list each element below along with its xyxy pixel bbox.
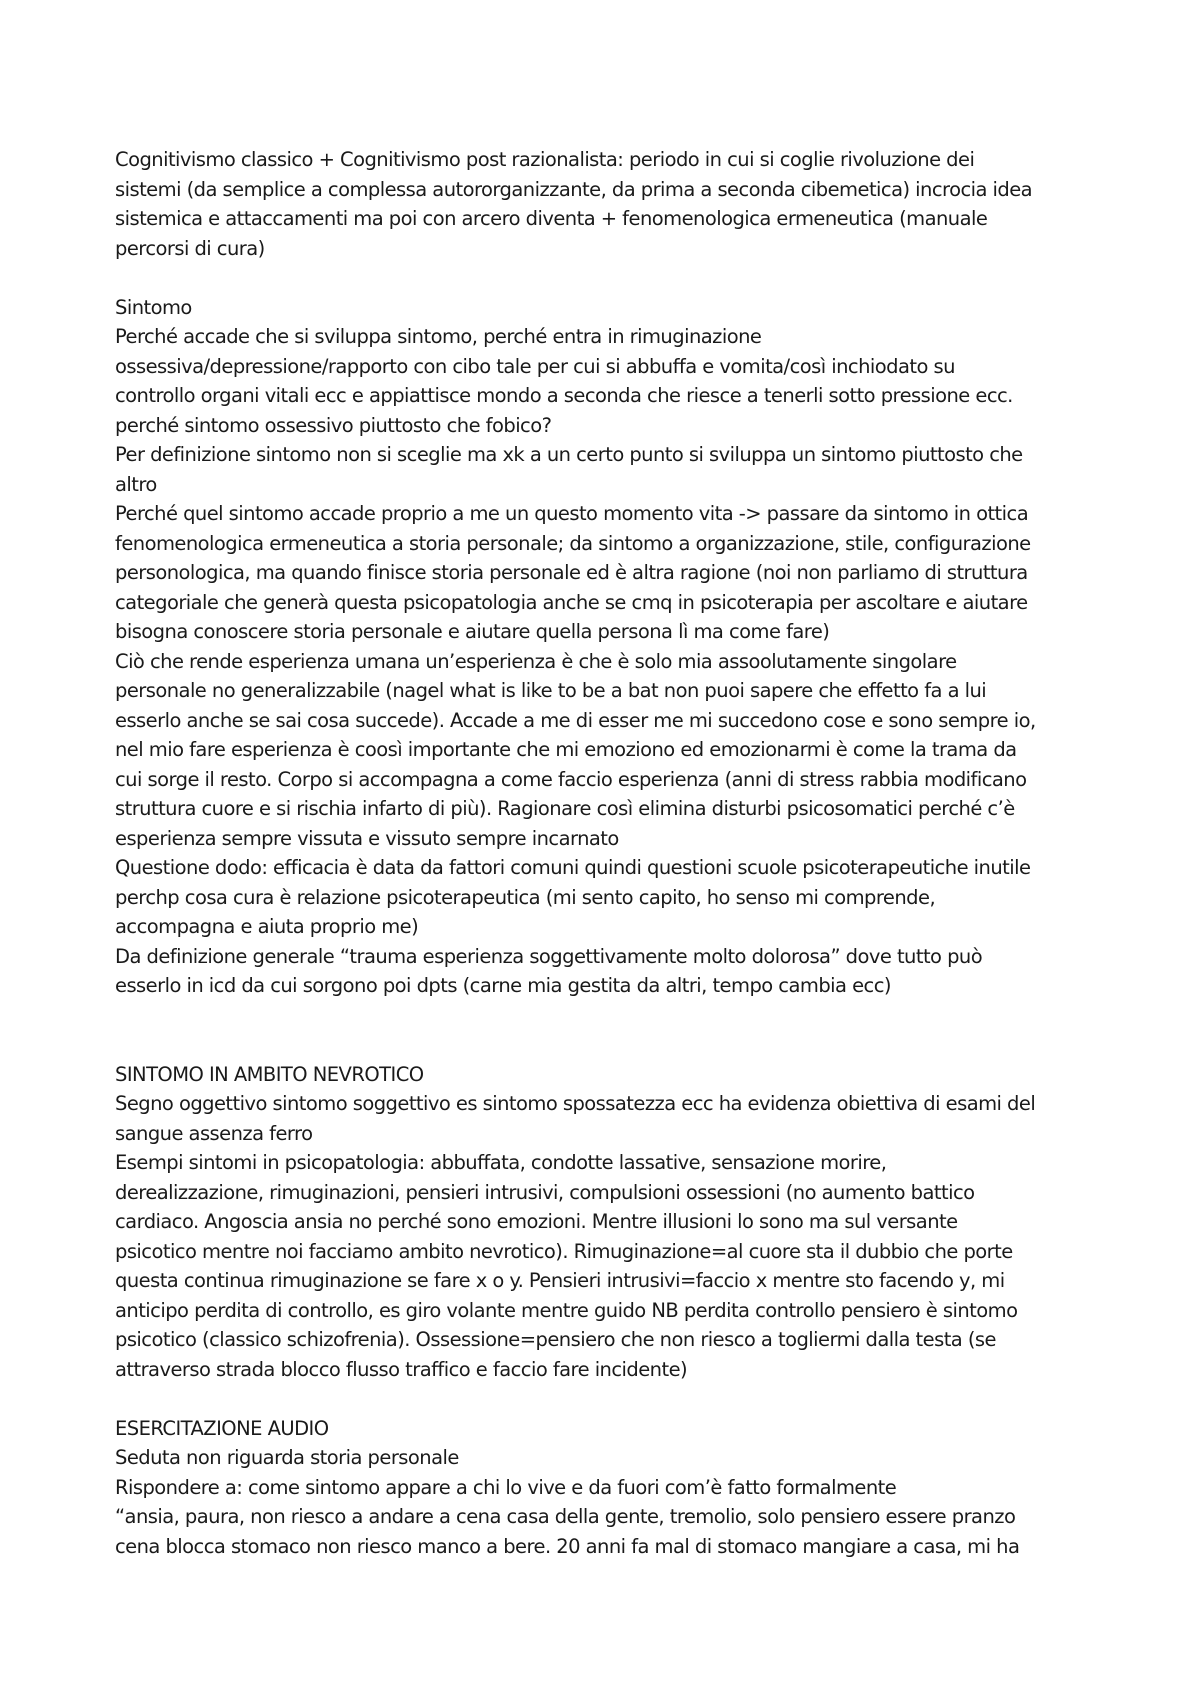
- text-line: questa continua rimuginazione se fare x o y. Pensieri intrusivi=faccio x mentre sto facendo y, mi: [115, 1269, 1005, 1292]
- section-nevrotico: [115, 1060, 1105, 1385]
- spacer: [115, 1001, 1105, 1031]
- section-sintomo: [115, 293, 1105, 1001]
- text-line: percorsi di cura): [115, 236, 265, 260]
- text-line: Questione dodo: efficacia è data da fattori comuni quindi questioni scuole psicoterapeutiche inutile: [115, 856, 1031, 879]
- text-line: fenomenologica ermeneutica a storia personale; da sintomo a organizzazione, stile, configurazione: [115, 531, 1031, 555]
- text-line: perché sintomo ossessivo piuttosto che fobico?: [115, 413, 552, 437]
- document-body: [115, 145, 1105, 1561]
- text-line: psicotico mentre noi facciamo ambito nevrotico). Rimuginazione=al cuore sta il dubbio che porte: [115, 1239, 1013, 1263]
- text-line: anticipo perdita di controllo, es giro volante mentre guido NB perdita controllo pensiero è sintomo: [115, 1298, 1018, 1322]
- intro-paragraph: [115, 145, 1105, 263]
- text-line: nel mio fare esperienza è coosì importante che mi emoziono ed emozionarmi è come la trama da: [115, 738, 1017, 761]
- text-line: personologica, ma quando finisce storia personale ed è altra ragione (noi non parliamo di struttura: [115, 561, 1028, 584]
- text-line: sangue assenza ferro: [115, 1121, 313, 1145]
- text-line: categoriale che generà questa psicopatologia anche se cmq in psicoterapia per ascoltare e aiutare: [115, 590, 1028, 614]
- text-line: derealizzazione, rimuginazioni, pensieri intrusivi, compulsioni ossessioni (no aumento battico: [115, 1180, 975, 1204]
- text-line: Esempi sintomi in psicopatologia: abbuffata, condotte lassative, sensazione morire,: [115, 1151, 887, 1174]
- spacer: [115, 263, 1105, 293]
- text-line: struttura cuore e si rischia infarto di più). Ragionare così elimina disturbi psicosomatici perché c’è: [115, 797, 1015, 820]
- section-esercitazione: [115, 1414, 1105, 1562]
- text-line: cena blocca stomaco non riesco manco a bere. 20 anni fa mal di stomaco mangiare a casa, mi ha: [115, 1534, 1020, 1558]
- section-heading: Sintomo: [115, 295, 192, 319]
- section-heading: ESERCITAZIONE AUDIO: [115, 1416, 329, 1440]
- text-line: accompagna e aiuta proprio me): [115, 915, 419, 938]
- text-line: Cognitivismo classico + Cognitivismo post razionalista: periodo in cui si coglie rivoluzione dei: [115, 148, 975, 171]
- text-line: Perché quel sintomo accade proprio a me un questo momento vita -> passare da sintomo in ottica: [115, 502, 1029, 525]
- text-line: sistemica e attaccamenti ma poi con arcero diventa + fenomenologica ermeneutica (manuale: [115, 207, 988, 230]
- spacer: [115, 1384, 1105, 1414]
- text-line: Perché accade che si sviluppa sintomo, perché entra in rimuginazione: [115, 325, 762, 348]
- text-line: Segno oggettivo sintomo soggettivo es sintomo spossatezza ecc ha evidenza obiettiva di esami del: [115, 1092, 1036, 1115]
- text-line: attraverso strada blocco flusso traffico e faccio fare incidente): [115, 1357, 688, 1381]
- text-line: cardiaco. Angoscia ansia no perché sono emozioni. Mentre illusioni lo sono ma sul versante: [115, 1210, 958, 1233]
- text-line: “ansia, paura, non riesco a andare a cena casa della gente, tremolio, solo pensiero essere pranzo: [115, 1505, 1016, 1528]
- text-line: Per definizione sintomo non si sceglie ma xk a un certo punto si sviluppa un sintomo piuttosto che: [115, 443, 1023, 466]
- text-line: esperienza sempre vissuta e vissuto sempre incarnato: [115, 826, 619, 850]
- text-line: cui sorge il resto. Corpo si accompagna a come faccio esperienza (anni di stress rabbia modificano: [115, 767, 1027, 791]
- text-line: esserlo in icd da cui sorgono poi dpts (carne mia gestita da altri, tempo cambia ecc): [115, 974, 891, 997]
- text-line: ossessiva/depressione/rapporto con cibo tale per cui si abbuffa e vomita/così inchiodato su: [115, 354, 955, 378]
- text-line: Seduta non riguarda storia personale: [115, 1446, 459, 1469]
- section-heading: SINTOMO IN AMBITO NEVROTICO: [115, 1062, 424, 1086]
- text-line: controllo organi vitali ecc e appiattisce mondo a seconda che riesce a tenerli sotto pressione ecc.: [115, 384, 1013, 407]
- text-line: personale no generalizzabile (nagel what is like to be a bat non puoi sapere che effetto fa a lui: [115, 679, 987, 702]
- text-line: sistemi (da semplice a complessa autororganizzante, da prima a seconda cibemetica) incrocia idea: [115, 177, 1033, 201]
- text-line: altro: [115, 472, 157, 496]
- text-line: perchp cosa cura è relazione psicoterapeutica (mi sento capito, ho senso mi comprende,: [115, 885, 936, 909]
- text-line: Ciò che rende esperienza umana un’esperienza è che è solo mia assoolutamente singolare: [115, 649, 957, 673]
- text-line: esserlo anche se sai cosa succede). Accade a me di esser me mi succedono cose e sono sempre io,: [115, 708, 1036, 732]
- text-line: bisogna conoscere storia personale e aiutare quella persona lì ma come fare): [115, 620, 830, 643]
- text-line: psicotico (classico schizofrenia). Ossessione=pensiero che non riesco a togliermi dalla testa (se: [115, 1328, 996, 1351]
- spacer: [115, 1030, 1105, 1060]
- text-line: Da definizione generale “trauma esperienza soggettivamente molto dolorosa” dove tutto può: [115, 944, 983, 968]
- text-line: Rispondere a: come sintomo appare a chi lo vive e da fuori com’è fatto formalmente: [115, 1475, 897, 1499]
